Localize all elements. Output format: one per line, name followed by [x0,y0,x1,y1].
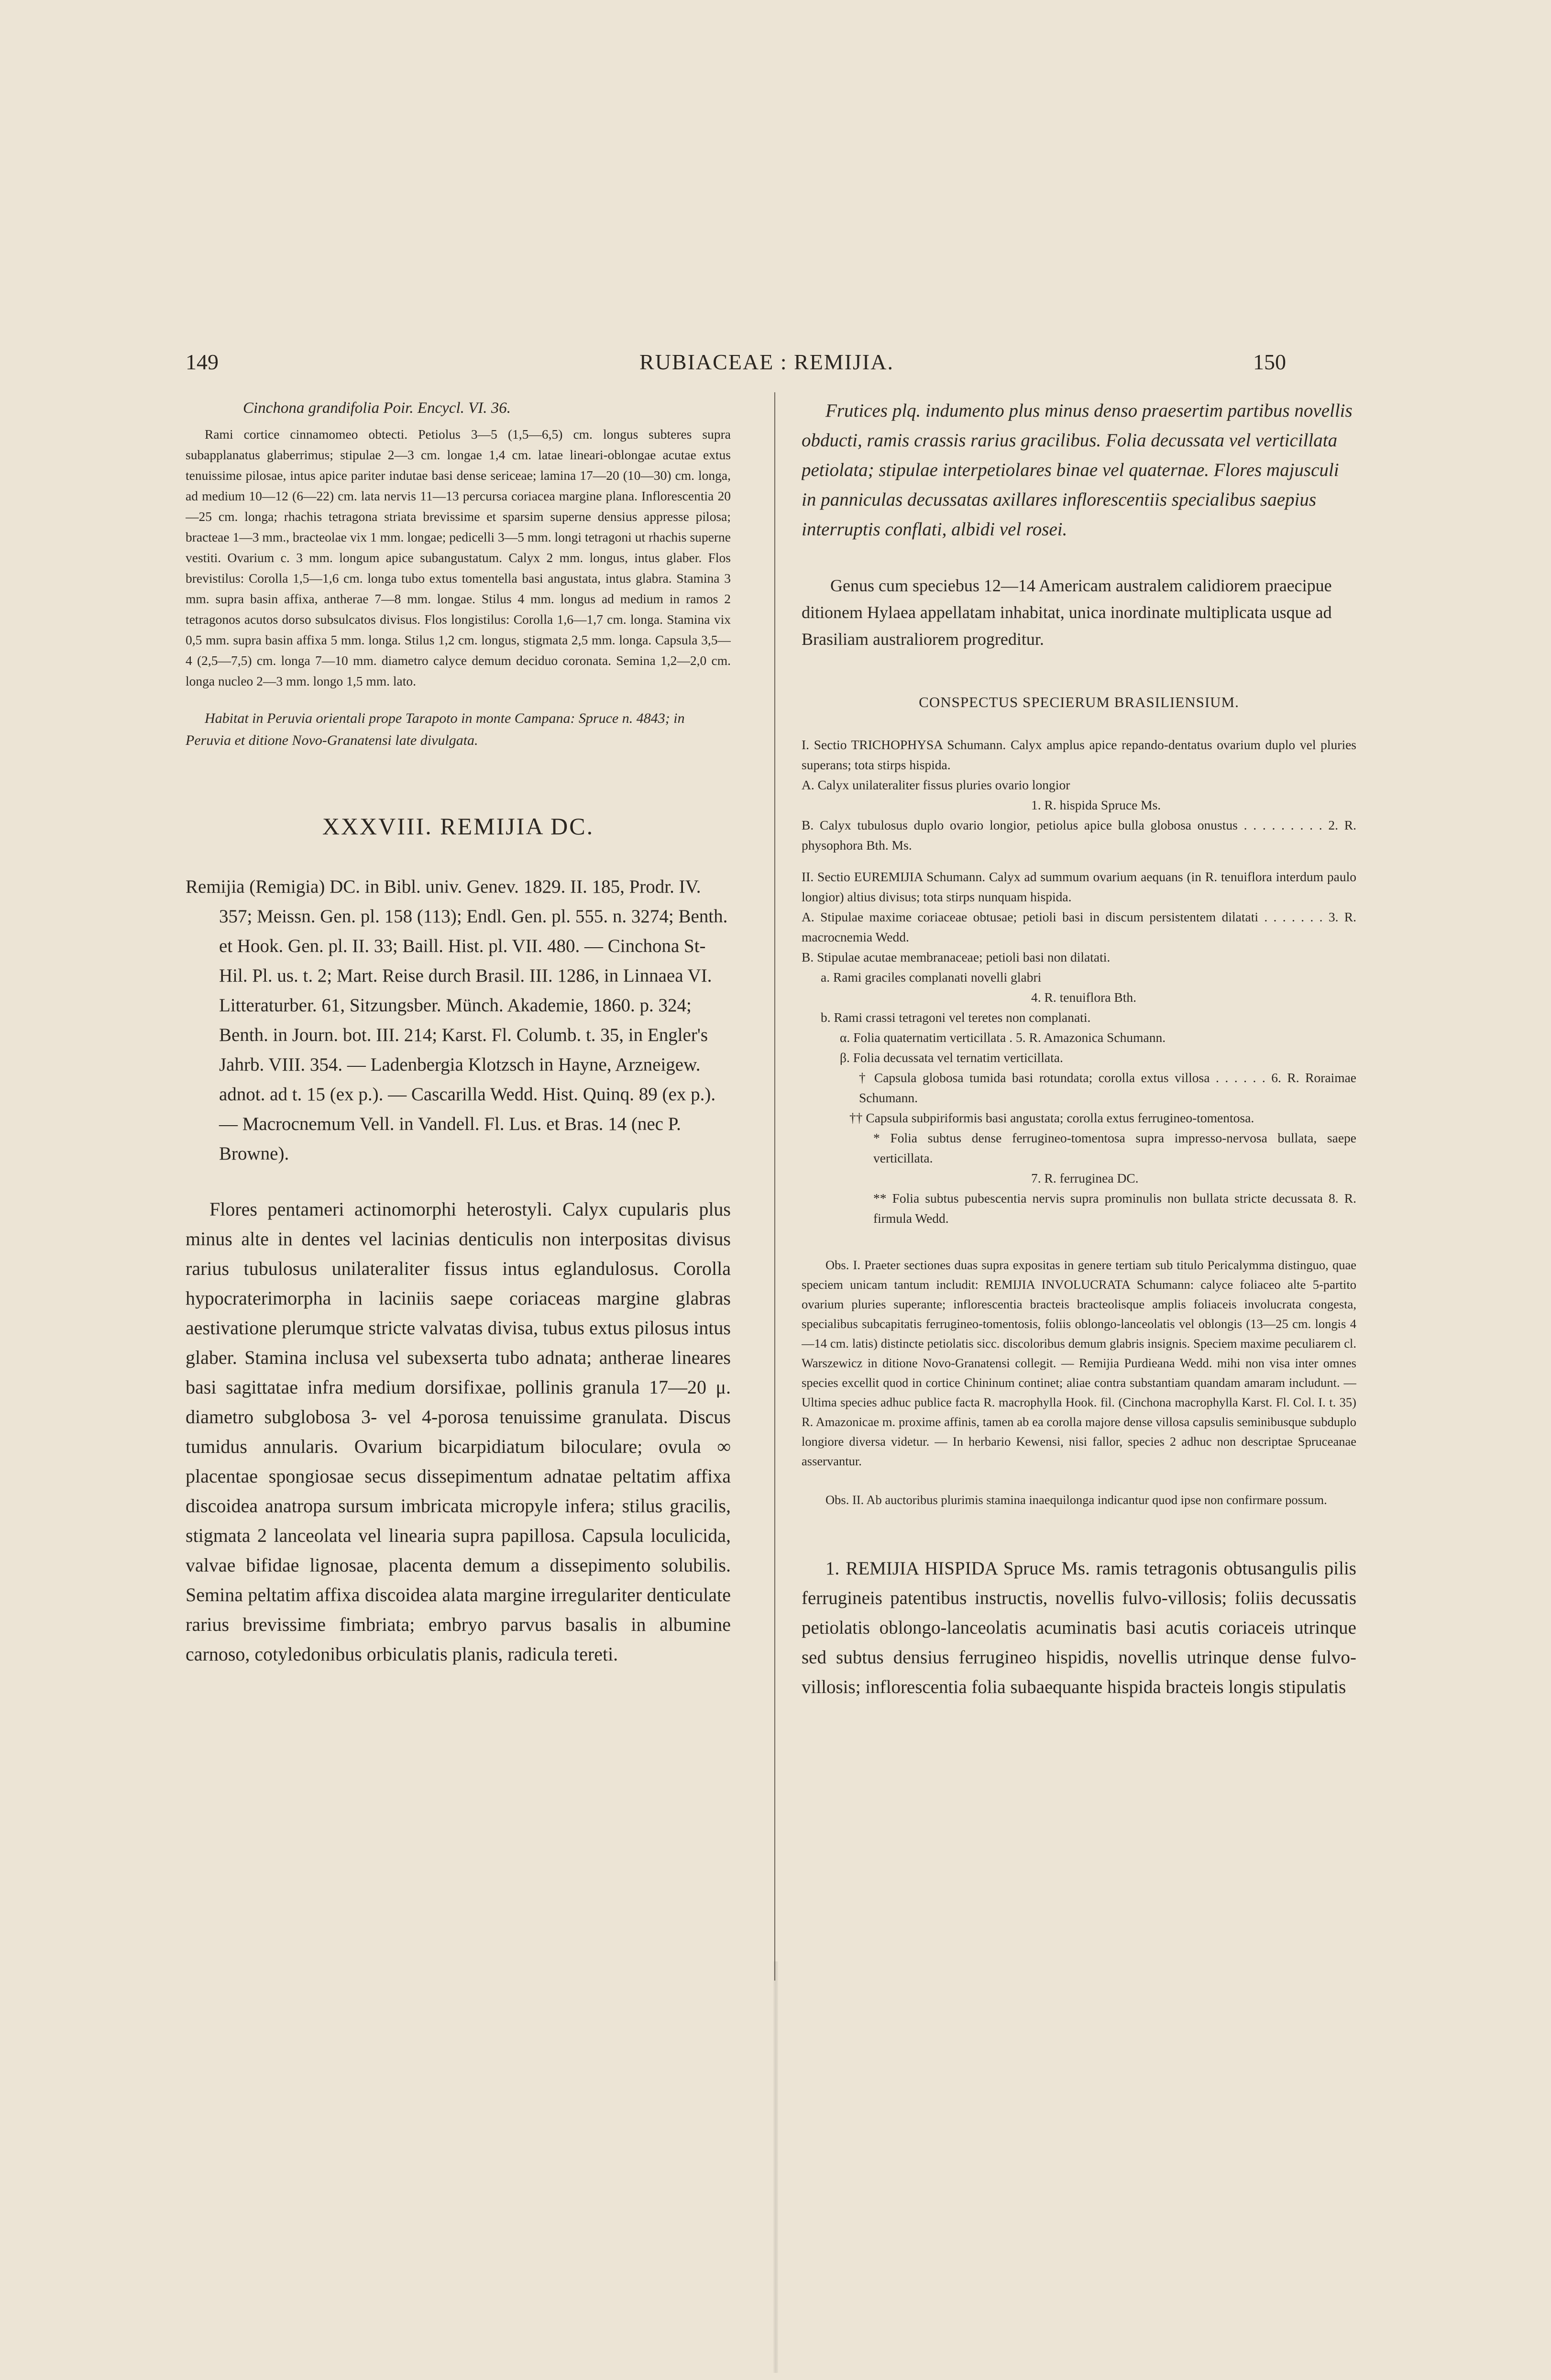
key-entry: A. Calyx unilateraliter fissus pluries ovario longior [802,777,1070,792]
key-entry: 1. R. hispida Spruce Ms. [1031,797,1161,812]
key-entry: ** Folia subtus pubescentia nervis supra prominulis non bullata stricte decussata 8. R. firmula Wedd. [873,1191,1356,1226]
key-entry: 7. R. ferruginea DC. [1031,1171,1139,1185]
page-gutter [773,1961,778,2373]
key-entry: α. Folia quaternatim verticillata . 5. R. Amazonica Schumann. [840,1030,1166,1045]
key-entry: I. Sectio TRICHOPHYSA Schumann. Calyx amplus apice repando-dentatus ovarium duplo vel pluries superans; tota stirps hispida. [802,737,1356,772]
species-entry: 1. REMIJIA HISPIDA Spruce Ms. ramis tetragonis obtusangulis pilis ferrugineis patentibus instructis, novellis fulvo-villosis; foliis decussatis petiolatis oblongo-lanceolatis acuminatis basi acutis coriaceis utrinque sed subtus densius ferrugineo hispidis, novellis utrinque dense fulvo-villosis; inflorescentia folia subaequante hispida bracteis longis stipulatis [802,1558,1356,1697]
genus-synonymy: Remijia (Remigia) DC. in Bibl. univ. Genev. 1829. II. 185, Prodr. IV. 357; Meissn. Gen. pl. 158 (113); Endl. Gen. pl. 555. n. 3274; Benth. et Hook. Gen. pl. II. 33; Baill. Hist. pl. VII. 480. — Cinchona St-Hil. Pl. us. t. 2; Mart. Reise durch Brasil. III. 1286, in Linnaea VI. Litteraturber. 61, Sitzungsber. Münch. Akademie, 1860. p. 324; Benth. in Journ. bot. III. 214; Karst. Fl. Columb. t. 35, in Engler's Jahrb. VIII. 354. — Ladenbergia Klotzsch in Hayne, Arzneigew. adnot. ad t. 15 (ex p.). — Cascarilla Wedd. Hist. Quinq. 89 (ex p.). — Macrocnemum Vell. in Vandell. Fl. Lus. et Bras. 14 (nec P. Browne). [186,876,728,1164]
key-entry: B. Stipulae acutae membranaceae; petioli basi non dilatati. [802,950,1111,964]
page-number-left: 149 [186,350,219,374]
column-divider [774,392,775,1981]
left-column [186,396,731,1956]
species-citation: Cinchona grandifolia Poir. Encycl. VI. 36. [243,399,511,417]
key-entry: †† Capsula subpiriformis basi angustata; corolla extus ferrugineo-tomentosa. [849,1110,1254,1125]
key-entry: b. Rami crassi tetragoni vel teretes non complanati. [821,1010,1091,1025]
species-key [802,735,1356,1229]
habitat-note: Habitat in Peruvia orientali prope Tarapoto in monte Campana: Spruce n. 4843; in Peruvia et ditione Novo-Granatensi late divulgata. [186,710,685,748]
genus-heading: XXXVIII. REMIJIA DC. [322,813,594,840]
key-entry: II. Sectio EUREMIJIA Schumann. Calyx ad summum ovarium aequans (in R. tenuiflora interdum paulo longior) altius divisus; tota stirps nunquam hispida. [802,869,1356,904]
running-head-title: RUBIACEAE : REMIJIA. [639,350,894,374]
right-column [802,396,1356,1975]
genus-distribution-paragraph: Genus cum speciebus 12—14 Americam australem calidiorem praecipue ditionem Hylaea appellatam inhabitat, unica inordinate multiplicata usque ad Brasiliam australiorem progreditur. [802,576,1332,649]
key-spacer [802,855,1356,867]
genus-habit-paragraph: Frutices plq. indumento plus minus denso praesertim partibus novellis obducti, ramis crassis rarius gracilibus. Folia decussata vel verticillata petiolata; stipulae interpetiolares binae vel quaternae. Flores majusculi in panniculas decussatas axillares inflorescentiis specialibus saepius interruptis conflati, albidi vel rosei. [802,400,1353,540]
key-entry: † Capsula globosa tumida basi rotundata; corolla extus villosa . . . . . . 6. R. Roraimae Schumann. [859,1070,1356,1105]
key-entry: β. Folia decussata vel ternatim verticillata. [840,1050,1063,1065]
observation-two: Obs. II. Ab auctoribus plurimis stamina inaequilonga indicantur quod ipse non confirmare possum. [825,1493,1327,1507]
key-entry: B. Calyx tubulosus duplo ovario longior, petiolus apice bulla globosa onustus . . . . . . . . . 2. R. physophora Bth. Ms. [802,818,1356,852]
key-entry: A. Stipulae maxime coriaceae obtusae; petioli basi in discum persistentem dilatati . . . . . . . 3. R. macrocnemia Wedd. [802,909,1356,944]
generic-description: Flores pentameri actinomorphi heterostyli. Calyx cupularis plus minus alte in dentes vel lacinias denticulis non interpositas divisus rarius tubulosus unilateraliter fissus intus eglandulosus. Corolla hypocraterimorpha in laciniis saepe coriaceas margine glabras aestivatione plerumque stricte valvatas divisa, tubus extus pilosus intus glaber. Stamina inclusa vel subexserta tubo adnata; antherae lineares basi sagittatae infra medium dorsifixae, pollinis granula 17—20 μ. diametro subglobosa 3- vel 4-porosa tenuissime granulata. Discus tumidus annularis. Ovarium bicarpidiatum biloculare; ovula ∞ placentae spongiosae secus dissepimentum adnatae peltatim affixa discoidea anatropa sursum imbricata micropyle infera; stilus gracilis, stigmata 2 lanceolata vel linearia supra papillosa. Capsula loculicida, valvae bifidae lignosae, placenta demum a dissepimento solubilis. Semina peltatim affixa discoidea alata margine irregulariter denticulate rarius brevissime fimbriata; embryo parvus basalis in albumine carnoso, cotyledonibus orbiculatis planis, radicula tereti. [186,1198,731,1665]
key-entry: * Folia subtus dense ferrugineo-tomentosa supra impresso-nervosa bullata, saepe verticillata. [873,1130,1356,1165]
key-entry: a. Rami graciles complanati novelli glabri [821,970,1042,985]
page-number-right: 150 [1253,350,1286,374]
conspectus-heading: CONSPECTUS SPECIERUM BRASILIENSIUM. [919,694,1239,710]
species-description: Rami cortice cinnamomeo obtecti. Petiolus 3—5 (1,5—6,5) cm. longus subteres supra subapplanatus glaberrimus; stipulae 2—3 cm. longae 1,4 cm. latae lineari-oblongae acutae extus tenuissime pilosae, intus apice pariter indutae basi dense sericeae; lamina 17—20 (10—30) cm. longa, ad medium 10—12 (6—22) cm. lata nervis 11—13 percursa coriacea margine plana. Inflorescentia 20—25 cm. longa; rhachis tetragona striata brevissime et sparsim superne densius appresse pilosa; bracteae 1—3 mm., bracteolae vix 1 mm. longae; pedicelli 3—5 mm. longi tetragoni ut rhachis superne vestiti. Ovarium c. 3 mm. longum apice subangustatum. Calyx 2 mm. longus, intus glaber. Flos brevistilus: Corolla 1,5—1,6 cm. longa tubo extus tomentella basi angustata, intus glabra. Stamina 3 mm. supra basin affixa, antherae 7—8 mm. longae. Stilus 4 mm. longus ad medium in ramos 2 tetragonos acutos dorso subsulcatos divisus. Flos longistilus: Corolla 1,6—1,7 cm. longa. Stamina vix 0,5 mm. supra basin affixa 5 mm. longa. Stilus 1,2 cm. longus, stigmata 2,5 mm. longa. Capsula 3,5—4 (2,5—7,5) cm. longa 7—10 mm. diametro calyce demum deciduo coronata. Semina 1,2—2,0 cm. longa nucleo 2—3 mm. longo 1,5 mm. lato. [186,427,731,688]
observation-one: Obs. I. Praeter sectiones duas supra expositas in genere tertiam sub titulo Pericalymma distinguo, quae speciem unicam tantum includit: REMIJIA INVOLUCRATA Schumann: calyce foliaceo alte 5-partito ovarium pluries superante; inflorescentia bracteis bracteolisque amplis foliaceis involucrata congesta, specialibus subcapitatis ferrugineo-tomentosis, foliis oblongo-lanceolatis vel oblongis (13—25 cm. longis 4—14 cm. latis) distincte petiolatis sicc. discoloribus demum glabris insignis. Speciem maxime peculiarem cl. Warszewicz in ditione Novo-Granatensi collegit. — Remijia Purdieana Wedd. mihi non visa inter omnes species excellit quod in cortice Chininum continet; aliae contra substantiam quandam amaram includunt. — Ultima species adhuc publice facta R. macrophylla Hook. fil. (Cinchona macrophylla Karst. Fl. Col. I. t. 35) R. Amazonicae m. proxime affinis, tamen ab ea corolla majore dense villosa capsulis seminibusque subduplo longiore diversa videtur. — In herbario Kewensi, nisi fallor, species 2 adhuc non descriptae Spruceanae asservantur. [802,1258,1356,1468]
key-entry: 4. R. tenuiflora Bth. [1031,990,1136,1005]
